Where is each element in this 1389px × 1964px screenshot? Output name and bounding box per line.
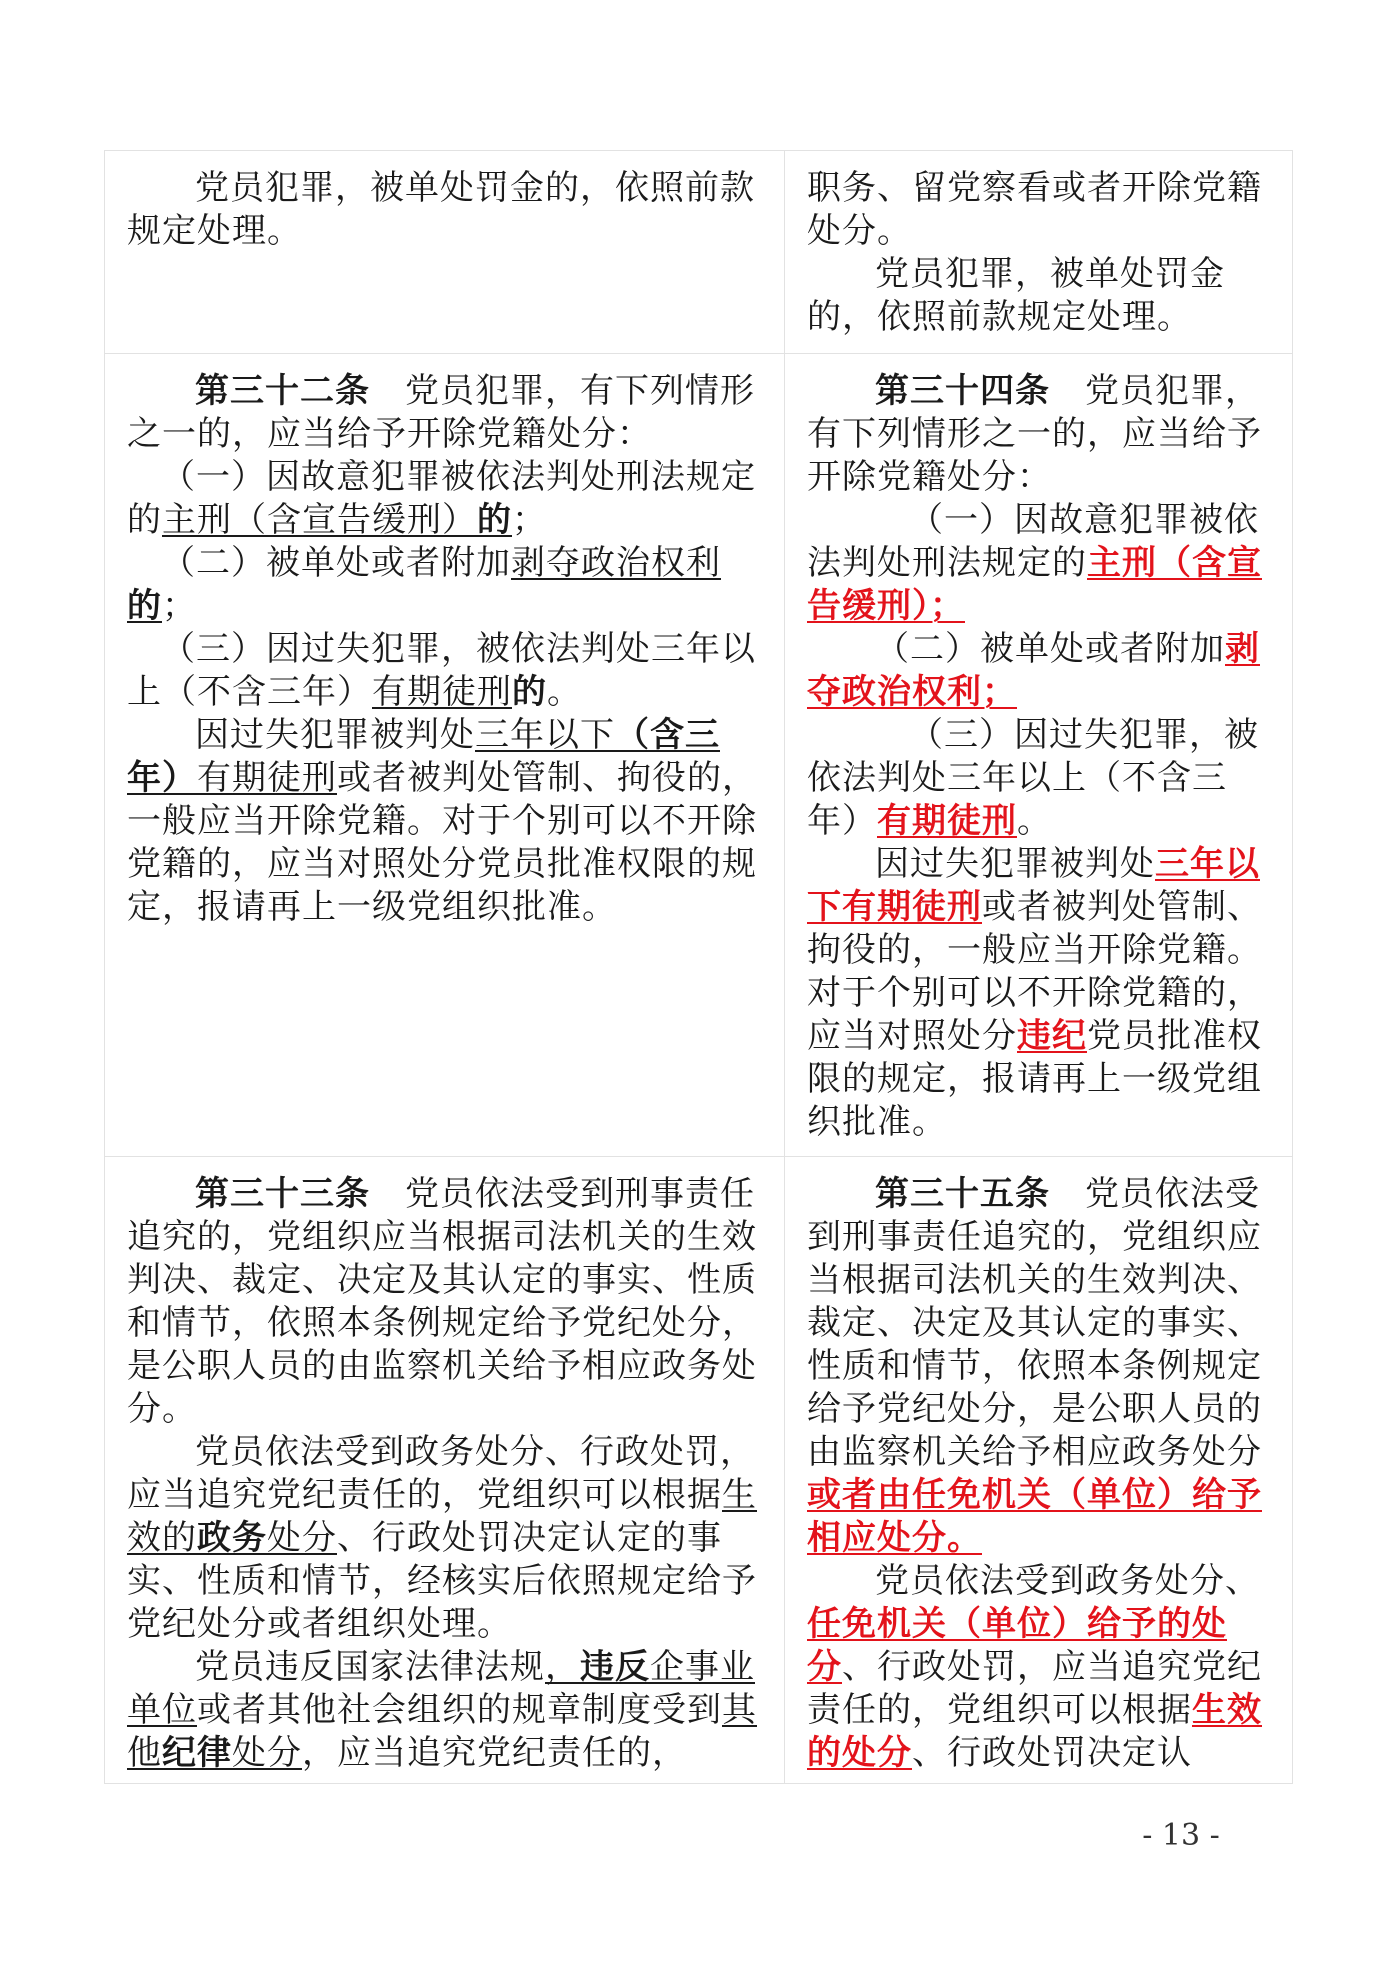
text: （二）被单处或者附加 — [161, 543, 511, 583]
article-paragraph — [127, 370, 762, 456]
text: （二）被单处或者附加 — [875, 629, 1225, 669]
text: 、行政处罚，应当追究党纪责任的，党组织可以根据 — [807, 1647, 1262, 1730]
underlined-text: ， — [545, 1647, 580, 1687]
paragraph — [807, 843, 1270, 1144]
page-number: - 13 - — [1142, 1818, 1220, 1853]
table-row — [105, 1157, 1293, 1784]
revised-text: 。 — [947, 1518, 982, 1558]
revised-text: 生效的处分 — [807, 1690, 1262, 1773]
revised-text: 主刑（含宣告缓刑）； — [807, 543, 1262, 626]
text: 、行政处罚决定认定的事实、性质和情节，经核实后依照规定给予党纪处分或者组织处理。 — [127, 1518, 757, 1644]
revised-text: 或者由任免机关（单位）给予相应处分 — [807, 1475, 1262, 1558]
underlined-text: 生效的 — [127, 1475, 757, 1558]
text: （一）因故意犯罪被依法判处刑法规定的 — [807, 500, 1259, 583]
text: 党员犯罪，被单处罚金的，依照前款规定处理。 — [807, 254, 1225, 337]
underlined-text: 主刑（含宣告缓刑） — [162, 500, 477, 540]
comparison-table — [104, 150, 1293, 1784]
text: ，应当追究党纪责任的， — [302, 1733, 687, 1773]
new-text-cell — [785, 1157, 1293, 1783]
paragraph — [127, 1646, 762, 1775]
text: 因过失犯罪被判处 — [875, 844, 1155, 884]
table-row — [105, 354, 1293, 1157]
text: 党员批准权限的规定，报请再上一级党组织批准。 — [807, 1016, 1262, 1142]
underlined-bold-text: （含三年） — [127, 715, 720, 798]
text: （三）因过失犯罪，被依法判处三年以上（不含三年） — [807, 715, 1259, 841]
text: ； — [512, 500, 547, 540]
text: 或者被判处管制、拘役的，一般应当开除党籍。对于个别可以不开除党籍的，应当对照处分党员批准权限的规定，报请再上一级党组织批准。 — [127, 758, 757, 927]
underlined-text: 处分 — [267, 1518, 337, 1558]
article-paragraph — [127, 1173, 762, 1431]
text: 党员犯罪，被单处罚金的，依照前款规定处理。 — [127, 168, 755, 251]
underlined-text: 有期徒刑 — [372, 672, 512, 712]
revised-text: 违纪 — [1017, 1016, 1087, 1056]
underlined-bold-text: 违反 — [580, 1647, 650, 1687]
underlined-text: 有期徒刑 — [197, 758, 337, 798]
text: 党员依法受到刑事责任追究的，党组织应当根据司法机关的生效判决、裁定、决定及其认定的事实、性质和情节，依照本条例规定给予党纪处分，是公职人员的由监察机关给予相应政务处分 — [807, 1174, 1262, 1472]
underlined-bold-text: 的 — [127, 586, 162, 626]
underlined-bold-text: 政务 — [197, 1518, 267, 1558]
article-paragraph — [807, 370, 1270, 499]
revised-text: 剥夺政治权利； — [807, 629, 1260, 712]
paragraph — [127, 167, 762, 253]
text: 职务、留党察看或者开除党籍处分。 — [807, 168, 1262, 251]
article-title: 第三十二条 — [195, 371, 370, 411]
text: （三）因过失犯罪，被依法判处三年以上（不含三年） — [127, 629, 756, 712]
underlined-text: 其他 — [127, 1690, 757, 1773]
paragraph — [807, 628, 1270, 714]
text: 。 — [547, 672, 582, 712]
text: （一）因故意犯罪被依法判处刑法规定的 — [127, 457, 756, 540]
text: ； — [162, 586, 197, 626]
paragraph — [807, 167, 1270, 253]
text: 党员依法受到政务处分、行政处罚，应当追究党纪责任的，党组织可以根据 — [127, 1432, 755, 1515]
underlined-text: 三年以下 — [475, 715, 615, 755]
underlined-text: 处分 — [232, 1733, 302, 1773]
article-paragraph — [807, 1173, 1270, 1560]
paragraph — [127, 542, 762, 628]
article-title: 第三十五条 — [875, 1174, 1050, 1214]
underlined-bold-text: 纪律 — [162, 1733, 232, 1773]
old-text-cell — [105, 1157, 785, 1783]
bold-text: 的 — [512, 672, 547, 712]
underlined-text: 企事业单位 — [127, 1647, 755, 1730]
old-text-cell — [105, 354, 785, 1156]
text: 党员依法受到政务处分、 — [875, 1561, 1260, 1601]
text: 或者其他社会组织的规章制度受到 — [197, 1690, 722, 1730]
paragraph — [127, 628, 762, 714]
paragraph — [807, 714, 1270, 843]
paragraph — [807, 1560, 1270, 1775]
article-title: 第三十三条 — [195, 1174, 370, 1214]
text: 、行政处罚决定认 — [912, 1733, 1192, 1773]
text: 党员依法受到刑事责任追究的，党组织应当根据司法机关的生效判决、裁定、决定及其认定的事实、性质和情节，依照本条例规定给予党纪处分，是公职人员的由监察机关给予相应政务处分。 — [127, 1174, 757, 1429]
text: 党员犯罪，有下列情形之一的，应当给予开除党籍处分： — [807, 371, 1262, 497]
old-text-cell — [105, 151, 785, 353]
paragraph — [127, 456, 762, 542]
underlined-text: 剥夺政治权利 — [511, 543, 721, 583]
text: 因过失犯罪被判处 — [195, 715, 475, 755]
text: 党员违反国家法律法规 — [195, 1647, 545, 1687]
revised-text: 有期徒刑 — [877, 801, 1017, 841]
paragraph — [807, 253, 1270, 339]
revised-text: 任免机关（单位）给予的处分 — [807, 1604, 1227, 1687]
text: 党员犯罪，有下列情形之一的，应当给予开除党籍处分： — [127, 371, 755, 454]
paragraph — [127, 714, 762, 929]
revised-text: 三年以下有期徒刑 — [807, 844, 1260, 927]
paragraph — [807, 499, 1270, 628]
article-title: 第三十四条 — [875, 371, 1050, 411]
new-text-cell — [785, 151, 1293, 353]
table-row — [105, 151, 1293, 354]
text: 。 — [1017, 801, 1052, 841]
underlined-bold-text: 的 — [477, 500, 512, 540]
paragraph — [127, 1431, 762, 1646]
text: 或者被判处管制、拘役的，一般应当开除党籍。对于个别可以不开除党籍的，应当对照处分 — [807, 887, 1262, 1056]
new-text-cell — [785, 354, 1293, 1156]
